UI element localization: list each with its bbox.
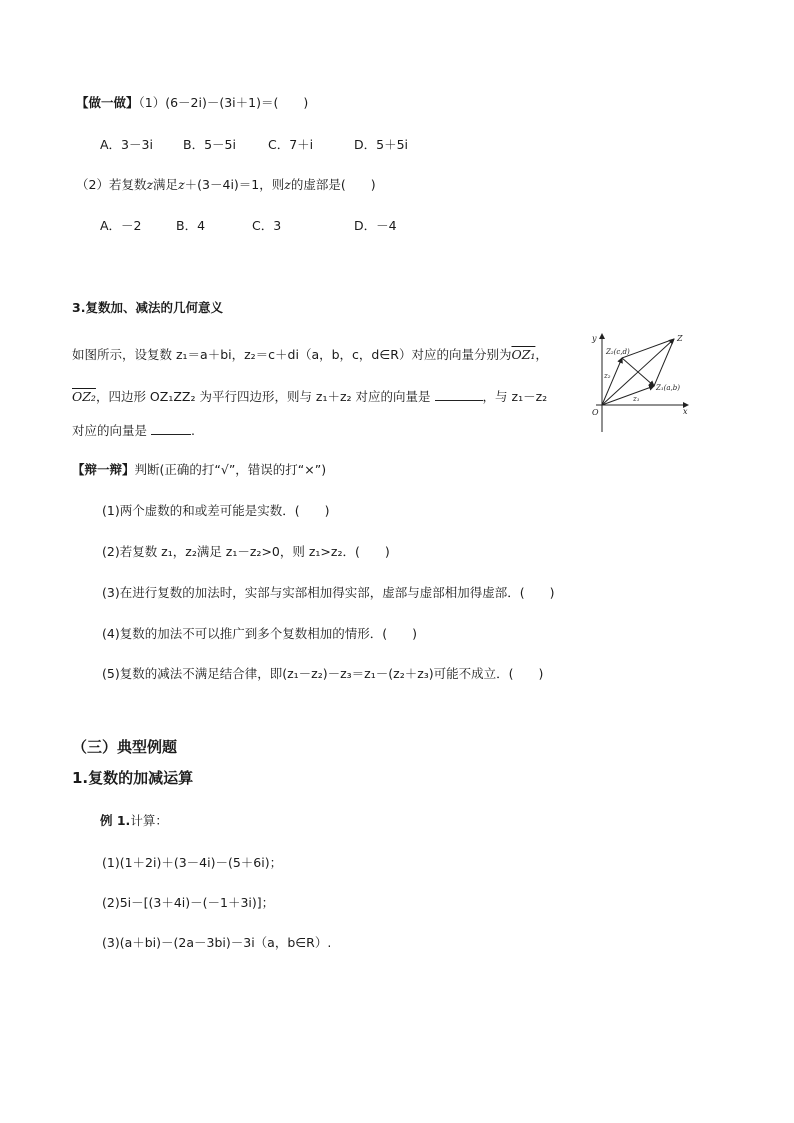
point-z1-label: Z₁(a,b) (656, 384, 681, 392)
example-1-label: 例 1. (100, 813, 131, 828)
example-item-1: (1)(1＋2i)＋(3－4i)－(5＋6i)； (102, 855, 283, 870)
point-z2-label: Z₂(c,d) (606, 348, 630, 356)
judge-item-4: (4)复数的加法不可以推广到多个复数相加的情形．( ) (102, 626, 417, 641)
section3-title: 3.复数加、减法的几何意义 (72, 300, 223, 315)
examples-subtitle: 1.复数的加减运算 (72, 769, 194, 787)
section3-line3: 对应的向量是 . (72, 423, 195, 438)
x-axis-label: x (683, 407, 688, 416)
section3-line1: 如图所示，设复数 z₁＝a＋bi，z₂＝c＋di（a，b，c，d∈R）对应的向量分别为OZ₁， (72, 347, 548, 362)
vector-oz1: OZ₁ (511, 347, 536, 362)
q2-option-d: D．－4 (354, 218, 397, 233)
example-item-3: (3)(a＋bi)－(2a－3bi)－3i（a，b∈R）. (102, 935, 332, 950)
q1-option-a: A．3－3i (100, 137, 153, 152)
answer-blank-sum[interactable] (435, 388, 483, 401)
y-axis-label: y (592, 334, 597, 343)
vector-z1-label: z₁ (633, 395, 640, 403)
vector-z1-line (602, 386, 654, 405)
edge-z1-z (654, 339, 674, 386)
vector-z2-line (602, 358, 622, 405)
vector-z2-label: z₂ (604, 372, 611, 380)
examples-title: （三）典型例题 (72, 738, 178, 756)
practice-q1-line (76, 95, 308, 111)
judge-intro: 判断(正确的打“√”，错误的打“×”) (134, 462, 327, 477)
judge-heading-line (72, 462, 326, 478)
judge-item-3: (3)在进行复数的加法时，实部与实部相加得实部，虚部与虚部相加得虚部．( ) (102, 585, 555, 600)
vector-oz2: OZ₂ (72, 389, 96, 404)
practice-q1: （1）(6－2i)－(3i＋1)＝( ) (138, 95, 309, 110)
q1-option-c: C．7＋i (268, 137, 314, 152)
practice-q2: （2）若复数z满足z＋(3－4i)＝1，则z的虚部是( ) (76, 177, 376, 192)
example-item-2: (2)5i－[(3＋4i)－(－1＋3i)]； (102, 895, 275, 910)
q1-option-d: D．5＋5i (354, 137, 409, 152)
judge-item-1: (1)两个虚数的和或差可能是实数．( ) (102, 503, 330, 518)
example-1-header (100, 813, 168, 829)
judge-item-2: (2)若复数 z₁，z₂满足 z₁－z₂>0，则 z₁>z₂．( ) (102, 544, 390, 559)
practice-heading: 【做一做】 (76, 95, 139, 110)
edge-z2-z (622, 339, 674, 358)
q1-option-b: B．5－5i (183, 137, 236, 152)
q2-option-a: A．－2 (100, 218, 142, 233)
q2-option-c: C．3 (252, 218, 282, 233)
section3-line2: OZ₂，四边形 OZ₁ZZ₂ 为平行四边形，则与 z₁＋z₂ 对应的向量是 ，与 z₁－z₂ (72, 389, 548, 404)
judge-heading: 【辩一辩】 (72, 462, 135, 477)
judge-item-5: (5)复数的减法不满足结合律，即(z₁－z₂)－z₃＝z₁－(z₂＋z₃)可能不成立．( ) (102, 666, 544, 681)
origin-label: O (592, 408, 599, 417)
example-1-intro: 计算： (130, 813, 168, 828)
answer-blank-diff[interactable] (151, 422, 191, 435)
parallelogram-diagram (588, 328, 692, 436)
q2-option-b: B．4 (176, 218, 206, 233)
point-z-label: Z (677, 334, 683, 343)
